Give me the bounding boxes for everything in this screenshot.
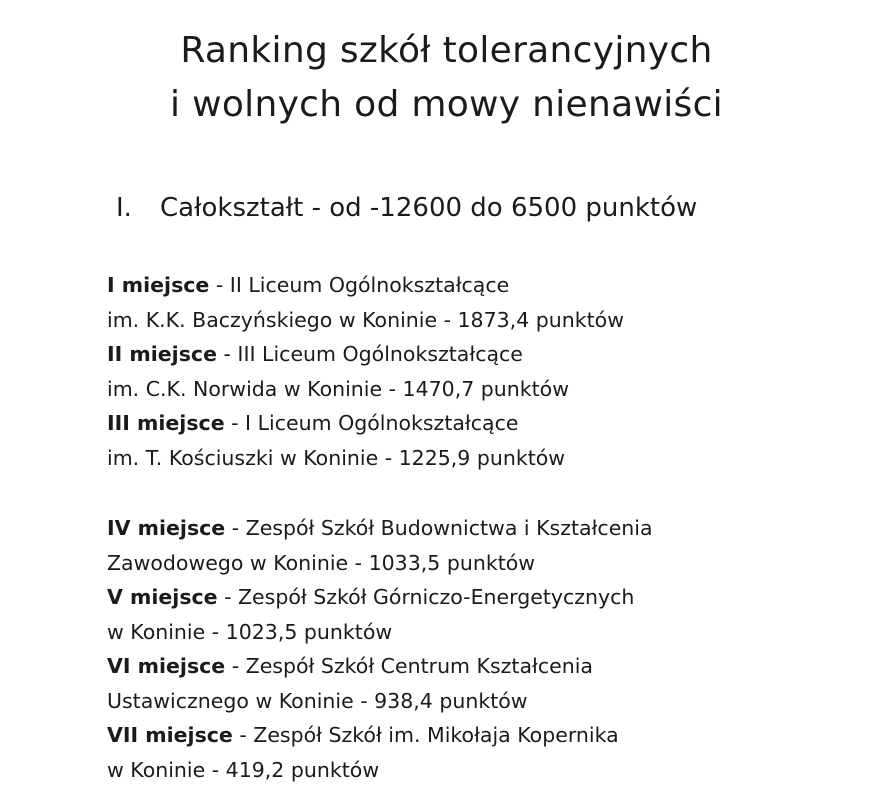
entry-line-1 <box>107 337 867 372</box>
ranking-entry-2 <box>107 337 867 406</box>
school-name-part-1: - III Liceum Ogólnokształcące <box>216 342 523 366</box>
school-name-part-1: - I Liceum Ogólnokształcące <box>224 411 519 435</box>
entry-line-2: w Koninie - 1023,5 punktów <box>107 619 393 644</box>
section-number: I. <box>116 193 132 223</box>
section-heading-text: Całokształt - od -12600 do 6500 punktów <box>160 193 698 223</box>
entry-line-1 <box>107 718 867 753</box>
entry-line-2: w Koninie - 419,2 punktów <box>107 757 380 782</box>
ranking-entry-7 <box>107 718 867 787</box>
ranking-group-top-three <box>107 268 867 475</box>
place-label: VI miejsce <box>107 654 226 678</box>
place-label: I miejsce <box>107 273 210 297</box>
title-line-1: Ranking szkół tolerancyjnych <box>180 30 713 71</box>
school-name-part-1: - Zespół Szkół Centrum Kształcenia <box>225 654 593 678</box>
ranking-group-remaining <box>107 511 867 787</box>
section-heading <box>116 190 697 226</box>
school-name-part-1: - Zespół Szkół im. Mikołaja Kopernika <box>232 723 619 747</box>
entry-line-2: im. K.K. Baczyńskiego w Koninie - 1873,4 punktów <box>107 307 624 332</box>
school-name-part-1: - Zespół Szkół Budownictwa i Kształcenia <box>225 516 653 540</box>
entry-line-2: im. T. Kościuszki w Koninie - 1225,9 punktów <box>107 445 566 470</box>
place-label: III miejsce <box>107 411 225 435</box>
ranking-entry-3 <box>107 406 867 475</box>
ranking-entry-4 <box>107 511 867 580</box>
entry-line-1 <box>107 649 867 684</box>
place-label: VII miejsce <box>107 723 233 747</box>
entry-line-1 <box>107 406 867 441</box>
school-name-part-1: - II Liceum Ogólnokształcące <box>209 273 510 297</box>
school-name-part-1: - Zespół Szkół Górniczo-Energetycznych <box>217 585 635 609</box>
entry-line-2: Zawodowego w Koninie - 1033,5 punktów <box>107 550 536 575</box>
entry-line-1 <box>107 580 867 615</box>
ranking-entry-6 <box>107 649 867 718</box>
ranking-entry-5 <box>107 580 867 649</box>
place-label: V miejsce <box>107 585 218 609</box>
entry-line-2: Ustawicznego w Koninie - 938,4 punktów <box>107 688 528 713</box>
page-title <box>0 24 893 132</box>
title-line-2: i wolnych od mowy nienawiści <box>170 84 723 125</box>
entry-line-2: im. C.K. Norwida w Koninie - 1470,7 punktów <box>107 376 569 401</box>
entry-line-1 <box>107 268 867 303</box>
entry-line-1 <box>107 511 867 546</box>
place-label: IV miejsce <box>107 516 226 540</box>
ranking-entry-1 <box>107 268 867 337</box>
place-label: II miejsce <box>107 342 217 366</box>
